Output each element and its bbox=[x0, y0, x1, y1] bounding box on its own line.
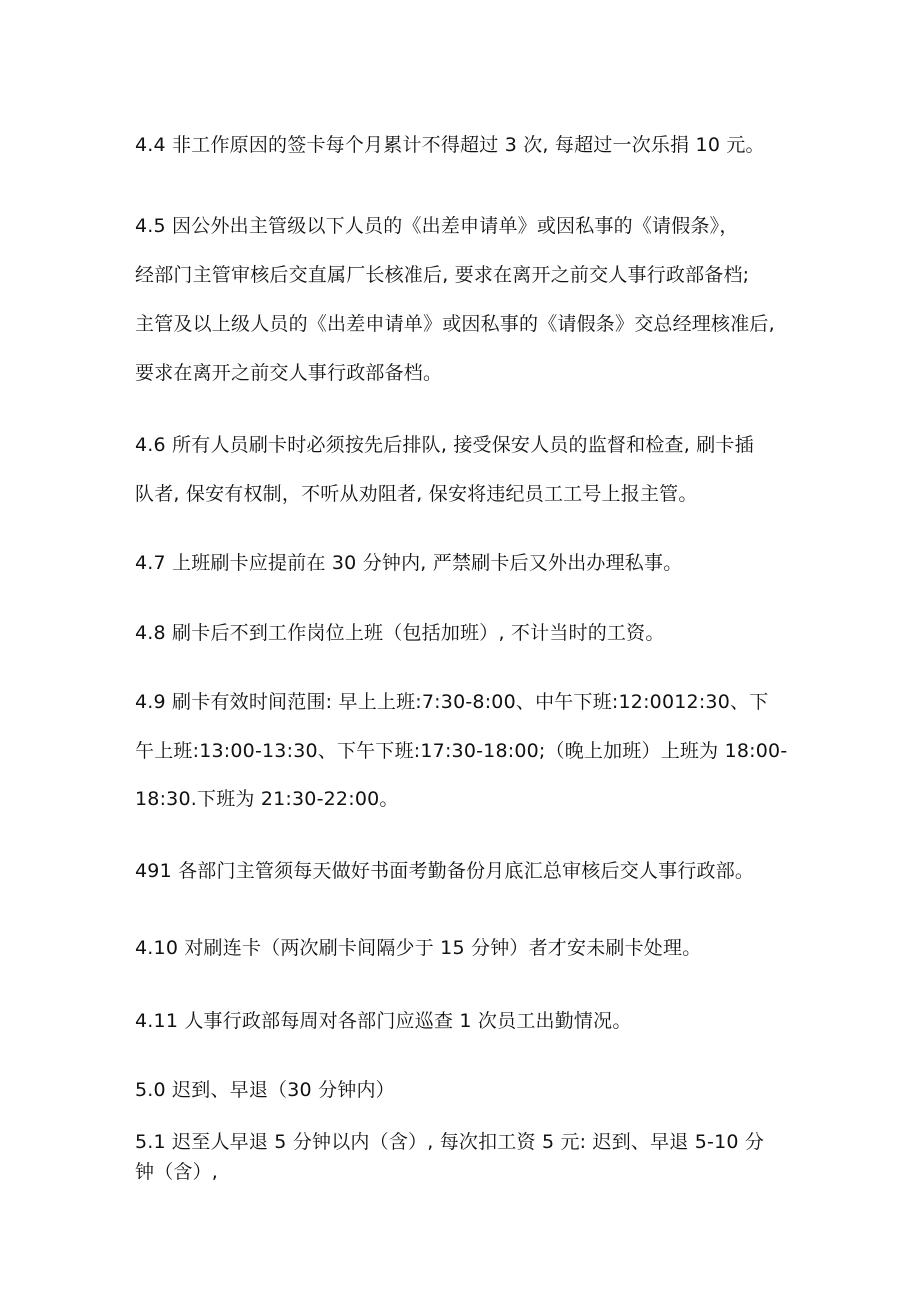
paragraph-4-6-line-2: 队者, 保安有权制，不听从劝阻者, 保安将违纪员工工号上报主管。 bbox=[135, 483, 698, 505]
section-5-0-heading: 5.0 迟到、早退（30 分钟内） bbox=[135, 1079, 395, 1101]
paragraph-4-9-1: 491 各部门主管须每天做好书面考勤备份月底汇总审核后交人事行政部。 bbox=[135, 860, 755, 882]
paragraph-4-7: 4.7 上班刷卡应提前在 30 分钟内, 严禁刷卡后又外出办理私事。 bbox=[135, 552, 683, 574]
paragraph-5-1-line-1: 5.1 迟至人早退 5 分钟以内（含）, 每次扣工资 5 元: 迟到、早退 5-10 分 bbox=[135, 1131, 765, 1153]
paragraph-4-11: 4.11 人事行政部每周对各部门应巡查 1 次员工出勤情况。 bbox=[135, 1010, 632, 1032]
paragraph-4-6-line-1: 4.6 所有人员刷卡时必须按先后排队, 接受保安人员的监督和检查, 刷卡插 bbox=[135, 434, 754, 456]
paragraph-5-1-line-2: 钟（含）, bbox=[135, 1161, 219, 1183]
paragraph-4-4: 4.4 非工作原因的签卡每个月累计不得超过 3 次, 每超过一次乐捐 10 元。 bbox=[135, 134, 765, 156]
paragraph-4-9-line-1: 4.9 刷卡有效时间范围: 早上上班:7:30-8:00、中午下班:12:0012:30、下 bbox=[135, 691, 769, 713]
paragraph-4-8: 4.8 刷卡后不到工作岗位上班（包括加班）, 不计当时的工资。 bbox=[135, 622, 665, 644]
paragraph-4-10: 4.10 对刷连卡（两次刷卡间隔少于 15 分钟）者才安未刷卡处理。 bbox=[135, 937, 702, 959]
paragraph-4-9-line-2: 午上班:13:00-13:30、下午下班:17:30-18:00;（晚上加班）上班为 18:00- bbox=[135, 740, 788, 762]
paragraph-4-5-line-3: 主管及以上级人员的《出差申请单》或因私事的《请假条》交总经理核准后, bbox=[135, 313, 775, 335]
paragraph-4-5-line-1: 4.5 因公外出主管级以下人员的《出差申请单》或因私事的《请假条》， bbox=[135, 215, 739, 237]
paragraph-4-5-line-4: 要求在离开之前交人事行政部备档。 bbox=[135, 362, 443, 384]
paragraph-4-5-line-2: 经部门主管审核后交直属厂长核准后, 要求在离开之前交人事行政部备档; bbox=[135, 264, 750, 286]
paragraph-4-9-line-3: 18:30.下班为 21:30-22:00。 bbox=[135, 788, 399, 810]
